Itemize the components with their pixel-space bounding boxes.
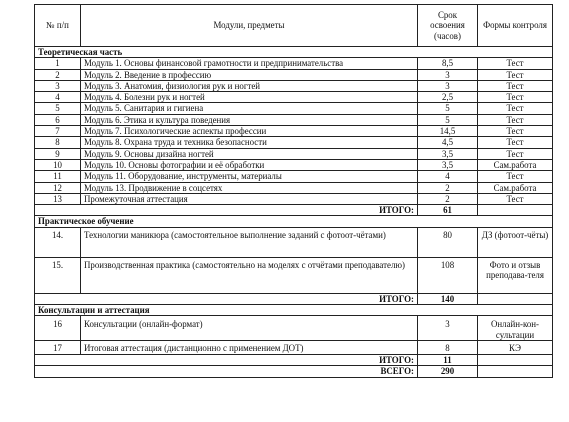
row-num: 17 [35,340,81,354]
row-num: 14. [35,227,81,257]
row-hours: 4,5 [418,137,478,148]
row-hours: 3,5 [418,148,478,159]
row-num: 4 [35,92,81,103]
grand-total-empty [478,366,553,377]
table-row [35,171,553,182]
row-num: 6 [35,114,81,125]
row-hours: 8 [418,340,478,354]
total-value: 140 [418,293,478,304]
row-name: Модуль 2. Введение в профессию [81,69,418,80]
table-row [35,257,553,293]
row-num: 12 [35,182,81,193]
row-num: 13 [35,193,81,204]
total-label: ИТОГО: [35,354,418,365]
row-hours: 80 [418,227,478,257]
total-label: ИТОГО: [35,205,418,216]
row-num: 2 [35,69,81,80]
row-form: ДЗ (фотоот-чёты) [478,227,553,257]
row-num: 7 [35,126,81,137]
total-label: ИТОГО: [35,293,418,304]
row-form: Онлайн-кон-сультации [478,316,553,341]
table-row [35,103,553,114]
row-name: Консультации (онлайн-формат) [81,316,418,341]
table-row [35,148,553,159]
grand-total-label: ВСЕГО: [35,366,418,377]
row-hours: 3 [418,316,478,341]
row-hours: 3 [418,69,478,80]
total-row [35,354,553,365]
row-name: Итоговая аттестация (дистанционно с применением ДОТ) [81,340,418,354]
total-value: 61 [418,205,478,216]
total-row [35,293,553,304]
row-hours: 5 [418,114,478,125]
row-name: Модуль 8. Охрана труда и техника безопасности [81,137,418,148]
total-row [35,205,553,216]
row-hours: 5 [418,103,478,114]
row-num: 1 [35,58,81,69]
row-num: 11 [35,171,81,182]
row-form: Сам.работа [478,159,553,170]
header-name: Модули, предметы [81,5,418,47]
row-num: 16 [35,316,81,341]
table-row [35,69,553,80]
section-title: Консультации и аттестация [35,305,553,316]
row-num: 8 [35,137,81,148]
row-hours: 108 [418,257,478,293]
header-num: № п/п [35,5,81,47]
row-form: Тест [478,171,553,182]
row-num: 10 [35,159,81,170]
header-term: Срок освоения (часов) [418,5,478,47]
row-name: Технологии маникюра (самостоятельное выполнение заданий с фотоот-чётами) [81,227,418,257]
row-name: Модуль 9. Основы дизайна ногтей [81,148,418,159]
row-hours: 4 [418,171,478,182]
section-title: Практическое обучение [35,216,553,227]
section-title-row [35,47,553,58]
table-row [35,58,553,69]
row-num: 15. [35,257,81,293]
row-hours: 2 [418,193,478,204]
header-form: Формы контроля [478,5,553,47]
row-name: Модуль 7. Психологические аспекты профессии [81,126,418,137]
row-form: Тест [478,58,553,69]
row-name: Модуль 13. Продвижение в соцсетях [81,182,418,193]
section-title-row [35,305,553,316]
row-name: Модуль 11. Оборудование, инструменты, материалы [81,171,418,182]
row-form: Тест [478,69,553,80]
row-form: Фото и отзыв преподава-теля [478,257,553,293]
row-form: Тест [478,114,553,125]
row-hours: 3 [418,80,478,91]
table-row [35,182,553,193]
row-name: Модуль 3. Анатомия, физиология рук и ногтей [81,80,418,91]
table-row [35,92,553,103]
total-empty [478,354,553,365]
row-name: Модуль 1. Основы финансовой грамотности и предпринимательства [81,58,418,69]
curriculum-table-wrap [34,4,552,378]
table-row [35,80,553,91]
row-name: Модуль 5. Санитария и гигиена [81,103,418,114]
row-form: КЭ [478,340,553,354]
table-row [35,114,553,125]
row-name: Производственная практика (самостоятельно на моделях с отчётами преподавателю) [81,257,418,293]
row-num: 5 [35,103,81,114]
total-value: 11 [418,354,478,365]
row-num: 3 [35,80,81,91]
row-form: Тест [478,193,553,204]
curriculum-table [34,4,553,378]
row-form: Тест [478,92,553,103]
table-row [35,316,553,341]
row-name: Промежуточная аттестация [81,193,418,204]
table-row [35,193,553,204]
table-row [35,340,553,354]
row-hours: 8,5 [418,58,478,69]
table-row [35,227,553,257]
row-num: 9 [35,148,81,159]
header-row [35,5,553,47]
total-empty [478,205,553,216]
total-empty [478,293,553,304]
row-form: Тест [478,126,553,137]
row-name: Модуль 10. Основы фотографии и её обработки [81,159,418,170]
row-form: Тест [478,137,553,148]
row-form: Тест [478,80,553,91]
row-form: Сам.работа [478,182,553,193]
grand-total-value: 290 [418,366,478,377]
row-name: Модуль 4. Болезни рук и ногтей [81,92,418,103]
grand-total-row [35,366,553,377]
section-title-row [35,216,553,227]
row-form: Тест [478,148,553,159]
table-row [35,126,553,137]
row-hours: 2 [418,182,478,193]
row-hours: 2,5 [418,92,478,103]
row-hours: 3,5 [418,159,478,170]
table-row [35,137,553,148]
row-hours: 14,5 [418,126,478,137]
row-name: Модуль 6. Этика и культура поведения [81,114,418,125]
section-title: Теоретическая часть [35,47,553,58]
row-form: Тест [478,103,553,114]
table-row [35,159,553,170]
